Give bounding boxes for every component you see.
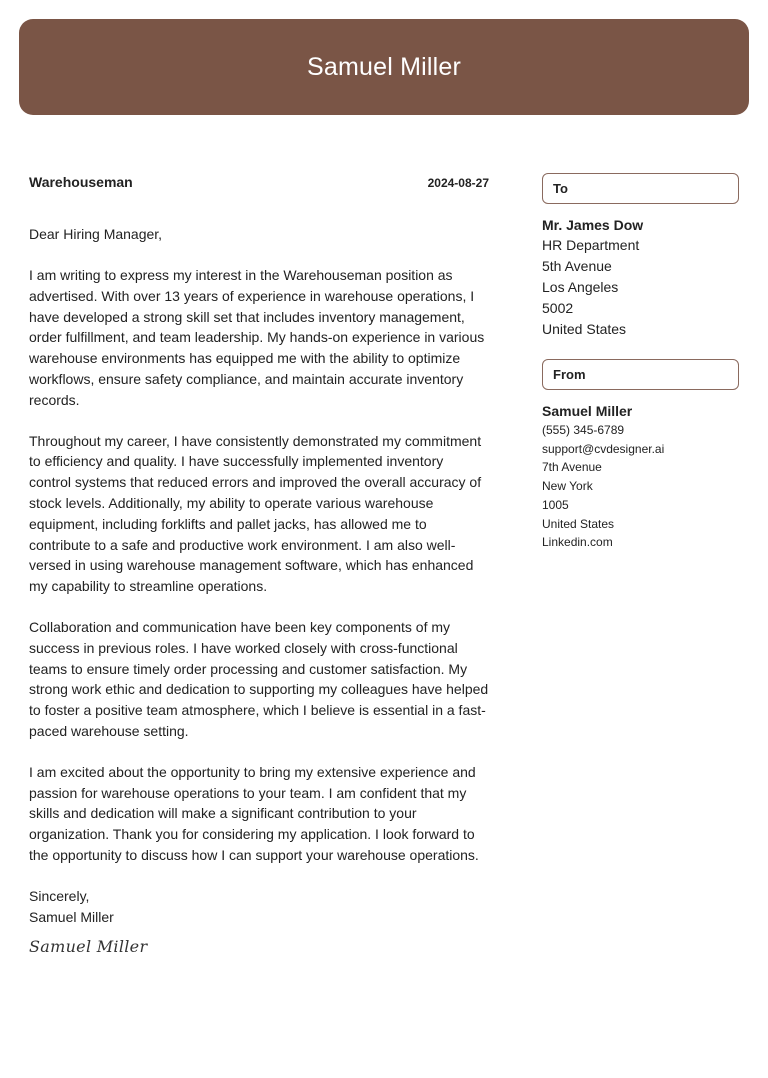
letter-body	[29, 174, 489, 956]
recipient-department: HR Department	[542, 237, 640, 253]
letter-meta	[29, 174, 489, 194]
letter-date: 2024-08-27	[427, 176, 489, 190]
from-label-box	[542, 359, 739, 390]
applicant-name: Samuel Miller	[306, 52, 462, 81]
sender-zip: 1005	[542, 497, 569, 512]
recipient-street: 5th Avenue	[542, 258, 612, 274]
sender-city: New York	[542, 479, 593, 494]
from-label: From	[553, 367, 586, 382]
sender-street: 7th Avenue	[542, 460, 602, 475]
closing-phrase: Sincerely,	[29, 887, 90, 904]
to-label-box	[542, 173, 739, 204]
contact-sidebar	[542, 173, 739, 552]
sender-linkedin: Linkedin.com	[542, 535, 613, 550]
paragraph-4: I am excited about the opportunity to bring my extensive experience and passion for warehouse operations to your team. I am confident that my skills and dedication will make a significant contribution to your organization. Thank you for considering my application. I look forward to the opportunity to discuss how I can support your warehouse operations.	[29, 763, 479, 863]
recipient-country: United States	[542, 321, 627, 337]
recipient-zip: 5002	[542, 300, 574, 316]
paragraph-1: I am writing to express my interest in the Warehouseman position as advertised. With over 13 years of experience in warehouse operations, I have developed a strong skill set that includes inventory management, order fulfillment, and team leadership. My hands-on experience in various warehouse environments has equipped me with the ability to optimize workflows, ensure safety compliance, and maintain accurate inventory records.	[29, 267, 485, 408]
sender-email: support@cvdesigner.ai	[542, 441, 665, 456]
to-label: To	[553, 181, 568, 196]
sender-phone: (555) 345-6789	[542, 423, 625, 437]
paragraph-2: Throughout my career, I have consistently demonstrated my commitment to efficiency and quality. I have successfully implemented inventory control systems that reduced errors and improved the overall accuracy of stock levels. Additionally, my ability to operate various warehouse equipment, including forklifts and pallet jacks, has allowed me to contribute to a safe and productive work environment. I am also well-versed in using warehouse management software, which has enhanced my capability to streamline operations.	[29, 432, 482, 595]
position-title: Warehouseman	[29, 174, 133, 190]
recipient-name: Mr. James Dow	[542, 217, 644, 233]
salutation: Dear Hiring Manager,	[29, 226, 163, 242]
header-banner	[19, 19, 749, 115]
closing	[29, 886, 489, 928]
sender-name: Samuel Miller	[542, 403, 633, 419]
recipient-city: Los Angeles	[542, 279, 619, 295]
closing-name: Samuel Miller	[29, 908, 114, 925]
sender-country: United States	[542, 516, 615, 531]
paragraph-3: Collaboration and communication have been key components of my success in previous roles. I have worked closely with cross-functional teams to ensure timely order processing and customer satisfaction. My strong work ethic and dedication to supporting my colleagues have helped to foster a positive team atmosphere, which I believe is essential in a fast-paced warehouse setting.	[29, 618, 489, 739]
signature: Samuel Miller	[29, 936, 148, 956]
